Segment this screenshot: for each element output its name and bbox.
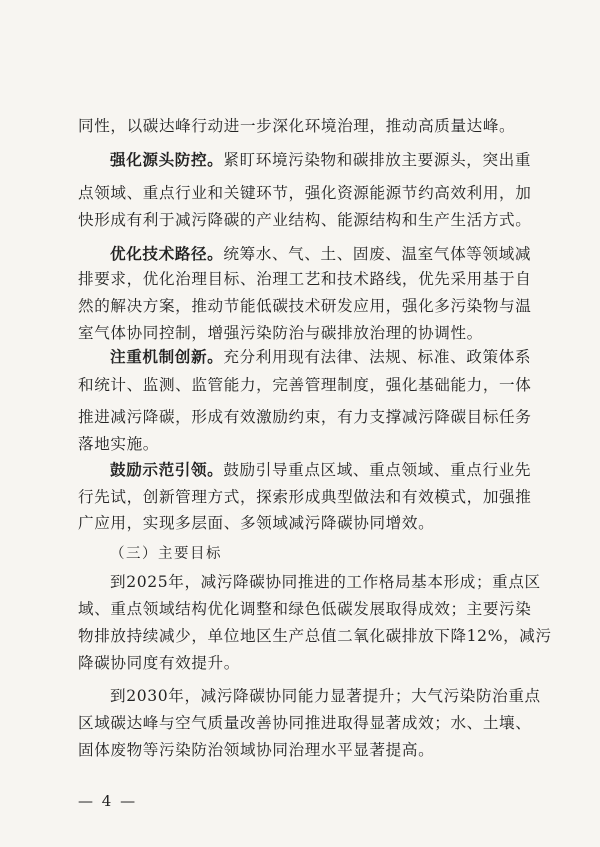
paragraph-line: 降碳协同度有效提升。 bbox=[78, 654, 240, 672]
paragraph-line: 快形成有利于减污降碳的产业结构、能源结构和生产生活方式。 bbox=[78, 211, 532, 229]
paragraph-line: 优化技术路径。统筹水、气、土、固废、温室气体等领域减 bbox=[110, 244, 532, 263]
section-heading: 注重机制创新。 bbox=[110, 347, 224, 366]
paragraph-line: 落地实施。 bbox=[78, 435, 159, 453]
paragraph-line: 鼓励示范引领。鼓励引导重点区域、重点领域、重点行业先 bbox=[110, 460, 532, 479]
paragraph-line: 同性，以碳达峰行动进一步深化环境治理，推动高质量达峰。 bbox=[78, 117, 516, 135]
paragraph-line: 广应用，实现多层面、多领域减污降碳协同增效。 bbox=[78, 514, 435, 532]
paragraph-line: 强化源头防控。紧盯环境污染物和碳排放主要源头，突出重 bbox=[110, 150, 532, 169]
paragraph-line: 推进减污降碳，形成有效激励约束，有力支撑减污降碳目标任务 bbox=[78, 408, 532, 426]
paragraph-line: 点领域、重点行业和关键环节，强化资源能源节约高效利用，加 bbox=[78, 184, 532, 202]
paragraph-line: 和统计、监测、监管能力，完善管理制度，强化基础能力，一体 bbox=[78, 376, 532, 394]
paragraph-line: 区域碳达峰与空气质量改善协同推进取得显著成效；水、土壤、 bbox=[78, 714, 532, 732]
paragraph-line: 排要求，优化治理目标、治理工艺和技术路线，优先采用基于自 bbox=[78, 270, 532, 288]
paragraph-line: 到2030年，减污降碳协同能力显著提升；大气污染防治重点 bbox=[110, 687, 541, 705]
section-heading: 强化源头防控。 bbox=[110, 150, 224, 169]
paragraph-line: 到2025年，减污降碳协同推进的工作格局基本形成；重点区 bbox=[110, 573, 541, 591]
paragraph-line: 行先试，创新管理方式，探索形成典型做法和有效模式，加强推 bbox=[78, 488, 532, 506]
section-heading: 优化技术路径。 bbox=[110, 244, 224, 263]
paragraph-line: 域、重点领域结构优化调整和绿色低碳发展取得成效；主要污染 bbox=[78, 600, 532, 618]
paragraph-line: 注重机制创新。充分利用现有法律、法规、标准、政策体系 bbox=[110, 347, 532, 366]
subsection-heading: （三）主要目标 bbox=[110, 546, 222, 562]
paragraph-line: 室气体协同控制，增强污染防治与碳排放治理的协调性。 bbox=[78, 324, 483, 342]
paragraph-line: 然的解决方案，推动节能低碳技术研发应用，强化多污染物与温 bbox=[78, 297, 532, 315]
section-heading: 鼓励示范引领。 bbox=[110, 460, 224, 479]
page-number: — 4 — bbox=[78, 792, 138, 810]
paragraph-line: 物排放持续减少，单位地区生产总值二氧化碳排放下降12%，减污 bbox=[78, 627, 552, 645]
paragraph-line: 固体废物等污染防治领域协同治理水平显著提高。 bbox=[78, 741, 435, 759]
